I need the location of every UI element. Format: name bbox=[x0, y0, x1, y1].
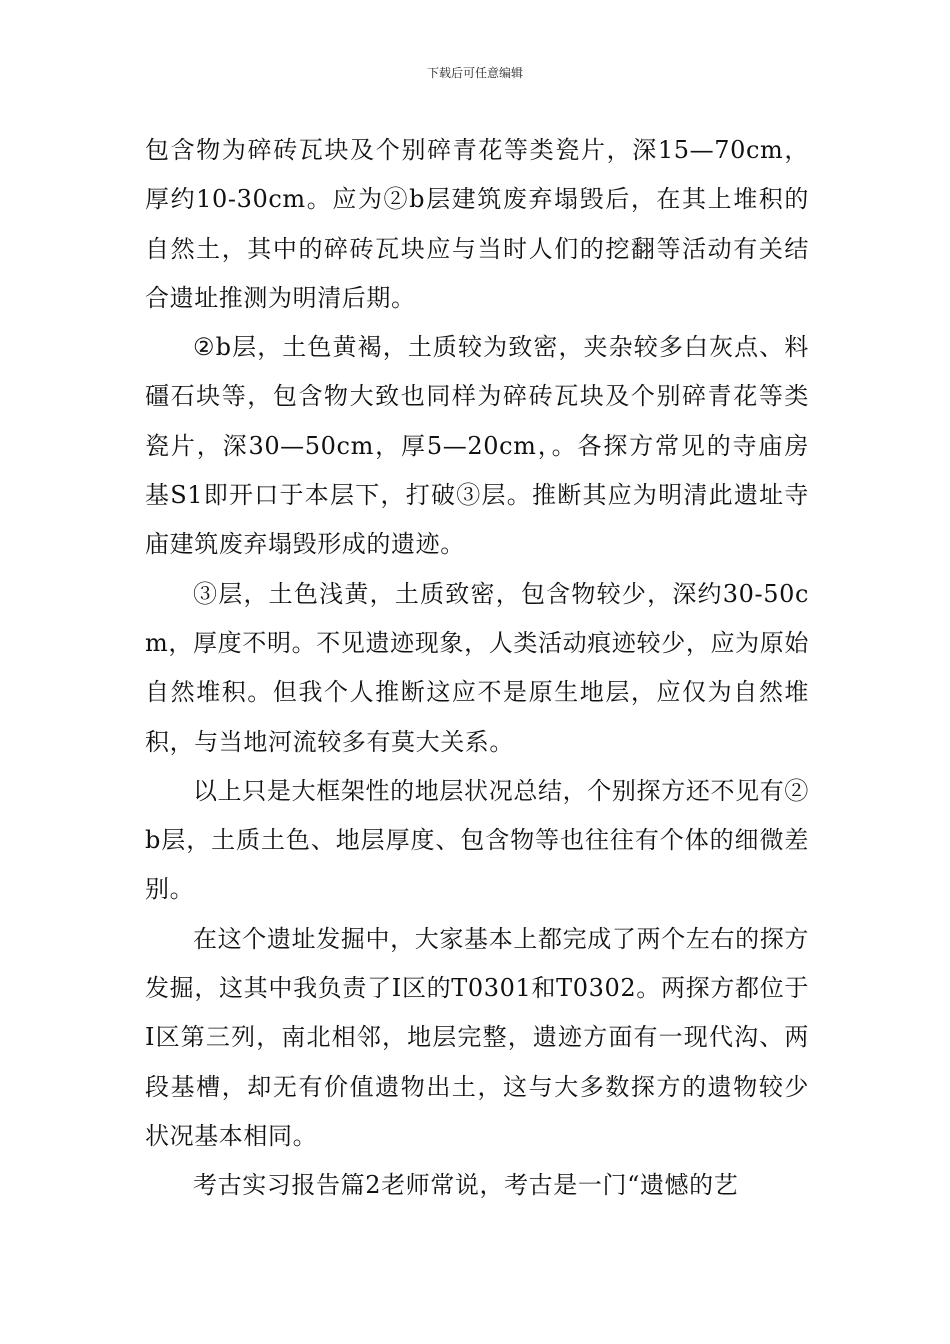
paragraph-5: 在这个遗址发掘中，大家基本上都完成了两个左右的探方发掘，这其中我负责了Ⅰ区的T0301和T0302。两探方都位于Ⅰ区第三列，南北相邻，地层完整，遗迹方面有一现代沟、两段基槽，却无有价值遗物出土，这与大多数探方的遗物较少状况基本相同。 bbox=[145, 924, 809, 1150]
paragraph-4: 以上只是大框架性的地层状况总结，个别探方还不见有②b层，土质土色、地层厚度、包含物等也往往有个体的细微差别。 bbox=[145, 776, 809, 904]
paragraph-1: 包含物为碎砖瓦块及个别碎青花等类瓷片，深15—70cm，厚约10-30cm。应为②b层建筑废弃塌毁后，在其上堆积的自然土，其中的碎砖瓦块应与当时人们的挖翻等活动有关结合遗址推测为明清后期。 bbox=[145, 136, 809, 312]
page-header: 下载后可任意编辑 bbox=[426, 66, 523, 80]
paragraph-6: 考古实习报告篇2老师常说，考古是一门“遗憾的艺 bbox=[193, 1171, 739, 1200]
document-body bbox=[145, 126, 809, 1211]
paragraph-3: ③层，土色浅黄，土质致密，包含物较少，深约30-50cm，厚度不明。不见遗迹现象，人类活动痕迹较少，应为原始自然堆积。但我个人推断这应不是原生地层，应仅为自然堆积，与当地河流较多有莫大关系。 bbox=[145, 579, 809, 756]
paragraph-2: ②b层，土色黄褐，土质较为致密，夹杂较多白灰点、料礓石块等，包含物大致也同样为碎砖瓦块及个别碎青花等类瓷片，深30—50cm，厚5—20cm，。各探方常见的寺庙房基S1即开口于本层下，打破③层。推断其应为明清此遗址寺庙建筑废弃塌毁形成的遗迹。 bbox=[145, 333, 809, 559]
